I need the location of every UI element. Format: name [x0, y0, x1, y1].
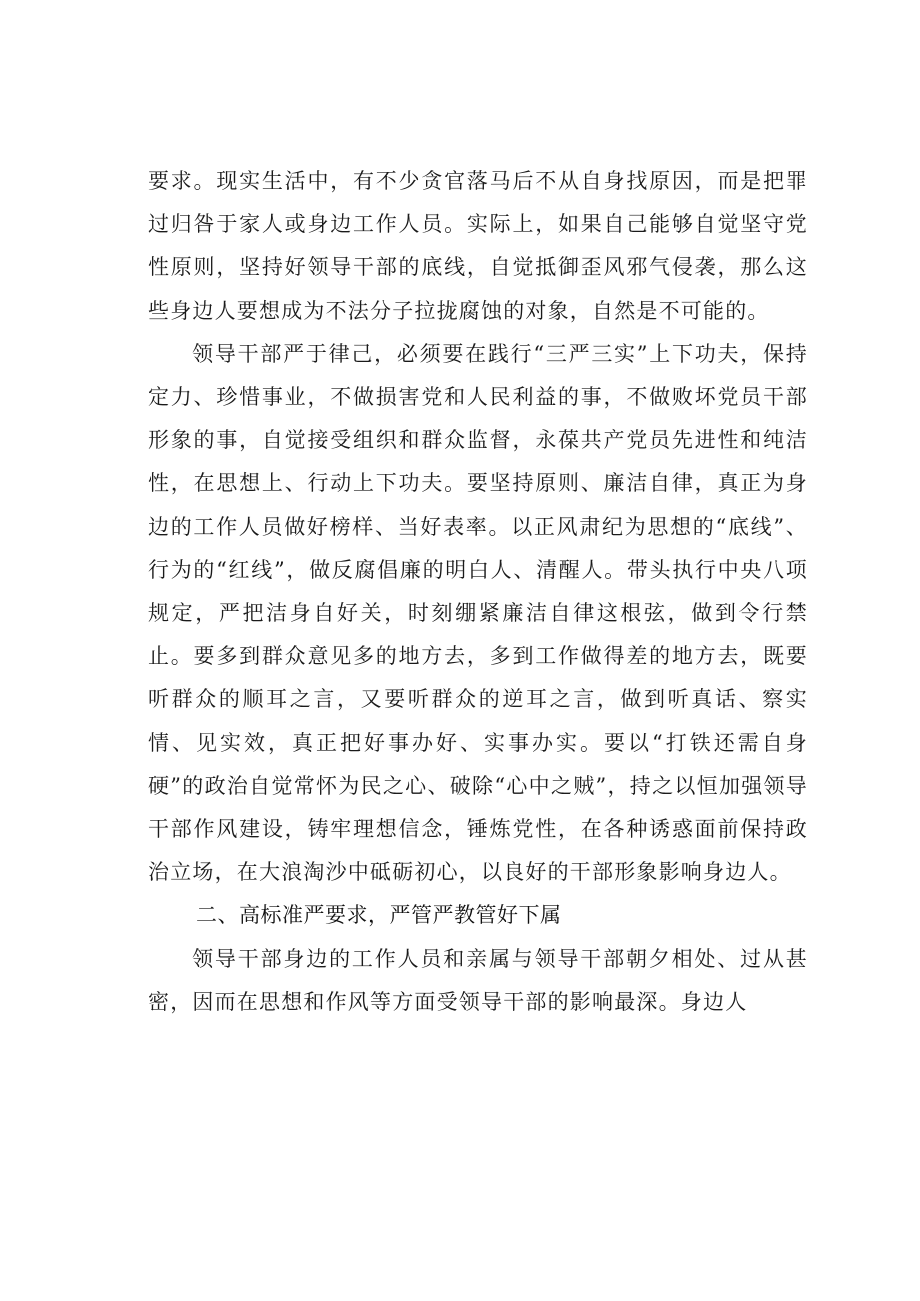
- paragraph-continuation: 要求。现实生活中，有不少贪官落马后不从自身找原因，而是把罪过归咎于家人或身边工作人员。实际上，如果自己能够自觉坚守党性原则，坚持好领导干部的底线，自觉抵御歪风邪气侵袭，那么这些身边人要想成为不法分子拉拢腐蚀的对象，自然是不可能的。: [148, 169, 808, 323]
- paragraph-self-discipline: 领导干部严于律己，必须要在践行“三严三实”上下功夫，保持定力、珍惜事业，不做损害党和人民利益的事，不做败坏党员干部形象的事，自觉接受组织和群众监督，永葆共产党员先进性和纯洁性，在思想上、行动上下功夫。要坚持原则、廉洁自律，真正为身边的工作人员做好榜样、当好表率。以正风肃纪为思想的“底线”、行为的“红线”，做反腐倡廉的明白人、清醒人。带头执行中央八项规定，严把洁身自好关，时刻绷紧廉洁自律这根弦，做到令行禁止。要多到群众意见多的地方去，多到工作做得差的地方去，既要听群众的顺耳之言，又要听群众的逆耳之言，做到听真话、察实情、见实效，真正把好事办好、实事办实。要以“打铁还需自身硬”的政治自觉常怀为民之心、破除“心中之贼”，持之以恒加强领导干部作风建设，铸牢理想信念，锤炼党性，在各种诱惑面前保持政治立场，在大浪淘沙中砥砺初心，以良好的干部形象影响身边人。: [148, 341, 808, 885]
- document-body: [148, 160, 808, 1024]
- paragraph-staff-and-relatives: 领导干部身边的工作人员和亲属与领导干部朝夕相处、过从甚密，因而在思想和作风等方面受领导干部的影响最深。身边人: [148, 946, 808, 1014]
- section-heading: 二、高标准严要求，严管严教管好下属: [196, 903, 562, 928]
